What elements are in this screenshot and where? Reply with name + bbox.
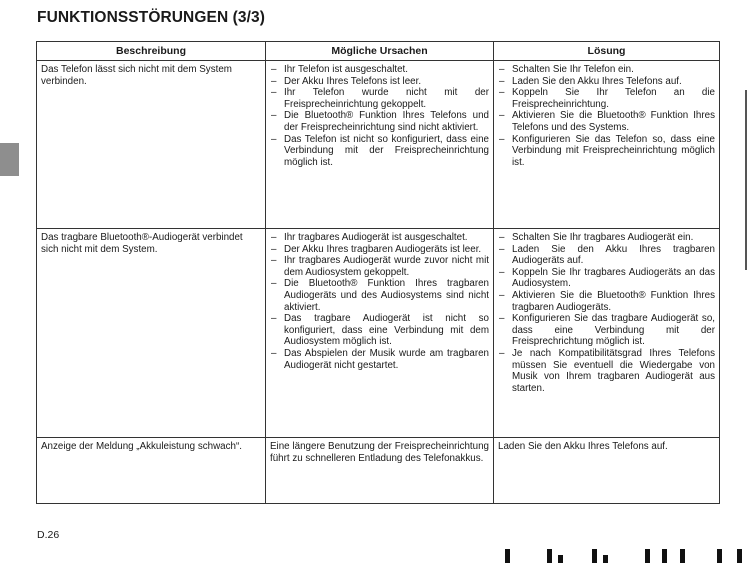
cause-item: – Die Bluetooth® Funktion Ihres Telefons und der Freisprecheinrichtung sind nicht aktiviert. [270,110,489,133]
solution-item: – Konfigurieren Sie das Telefon so, dass eine Verbindung mit Freisprecheinrichtung möglich ist. [498,134,715,169]
solution-item: – Schalten Sie Ihr Telefon ein. [498,64,715,76]
page-number: D.26 [37,529,60,541]
cause-item: – Der Akku Ihres Telefons ist leer. [270,76,489,88]
cause-item: – Ihr Telefon wurde nicht mit der Freisprecheinrichtung gekoppelt. [270,87,489,110]
cause-item: – Das Telefon ist nicht so konfiguriert, dass eine Verbindung mit der Freisprecheinrichtung möglich ist. [270,134,489,169]
section-side-tab [0,143,19,176]
header-solution: Lösung [494,42,720,61]
page-title: FUNKTIONSSTÖRUNGEN (3/3) [37,9,266,26]
table-header-row [37,42,720,61]
row-description: Anzeige der Meldung „Akkuleistung schwach“. [37,438,266,504]
solution-item: – Koppeln Sie Ihr Telefon an die Freisprecheinrichtung. [498,87,715,110]
solution-item: – Laden Sie den Akku Ihres Telefons auf. [498,76,715,88]
solution-item: – Koppeln Sie Ihr tragbares Audiogeräts an das Audiosystem. [498,267,715,290]
solution-item: – Schalten Sie Ihr tragbares Audiogerät ein. [498,232,715,244]
solution-item: – Konfigurieren Sie das tragbare Audiogerät so, dass eine Verbindung mit der Freisprechrichtung möglich ist. [498,313,715,348]
solution-item: – Aktivieren Sie die Bluetooth® Funktion Ihres Telefons und des Systems. [498,110,715,133]
row-causes: Eine längere Benutzung der Freisprecheinrichtung führt zu schnelleren Entladung des Telefonakkus. [266,438,494,504]
cause-item: – Das Abspielen der Musik wurde am tragbaren Audiogerät nicht gestartet. [270,348,489,371]
header-causes: Mögliche Ursachen [266,42,494,61]
troubleshooting-table [36,41,720,504]
row-description: Das Telefon lässt sich nicht mit dem System verbinden. [37,61,266,229]
table-row [37,438,720,504]
solution-item: – Laden Sie den Akku Ihres tragbaren Audiogeräts auf. [498,244,715,267]
cause-item: – Ihr tragbares Audiogerät wurde zuvor nicht mit dem Audiosystem gekoppelt. [270,255,489,278]
row-solutions: Laden Sie den Akku Ihres Telefons auf. [494,438,720,504]
row-solutions [494,61,720,229]
table-row [37,61,720,229]
solution-item: – Je nach Kompatibilitätsgrad Ihres Telefons müssen Sie eventuell die Wiedergabe von Musik von Ihrem tragbaren Audiogerät aus starten. [498,348,715,394]
print-registration-marks [500,549,747,563]
row-description: Das tragbare Bluetooth®-Audiogerät verbindet sich nicht mit dem System. [37,229,266,438]
table-row [37,229,720,438]
cause-item: – Ihr Telefon ist ausgeschaltet. [270,64,489,76]
cause-item: – Die Bluetooth® Funktion Ihres tragbaren Audiogeräts und des Audiosystems sind nicht aktiviert. [270,278,489,313]
row-causes [266,61,494,229]
row-causes [266,229,494,438]
cause-item: – Ihr tragbares Audiogerät ist ausgeschaltet. [270,232,489,244]
header-description: Beschreibung [37,42,266,61]
cause-item: – Das tragbare Audiogerät ist nicht so konfiguriert, dass eine Verbindung mit dem Audiosystem möglich ist. [270,313,489,348]
row-solutions [494,229,720,438]
cause-item: – Der Akku Ihres tragbaren Audiogeräts ist leer. [270,244,489,256]
solution-item: – Aktivieren Sie die Bluetooth® Funktion Ihres tragbaren Audiogeräts. [498,290,715,313]
